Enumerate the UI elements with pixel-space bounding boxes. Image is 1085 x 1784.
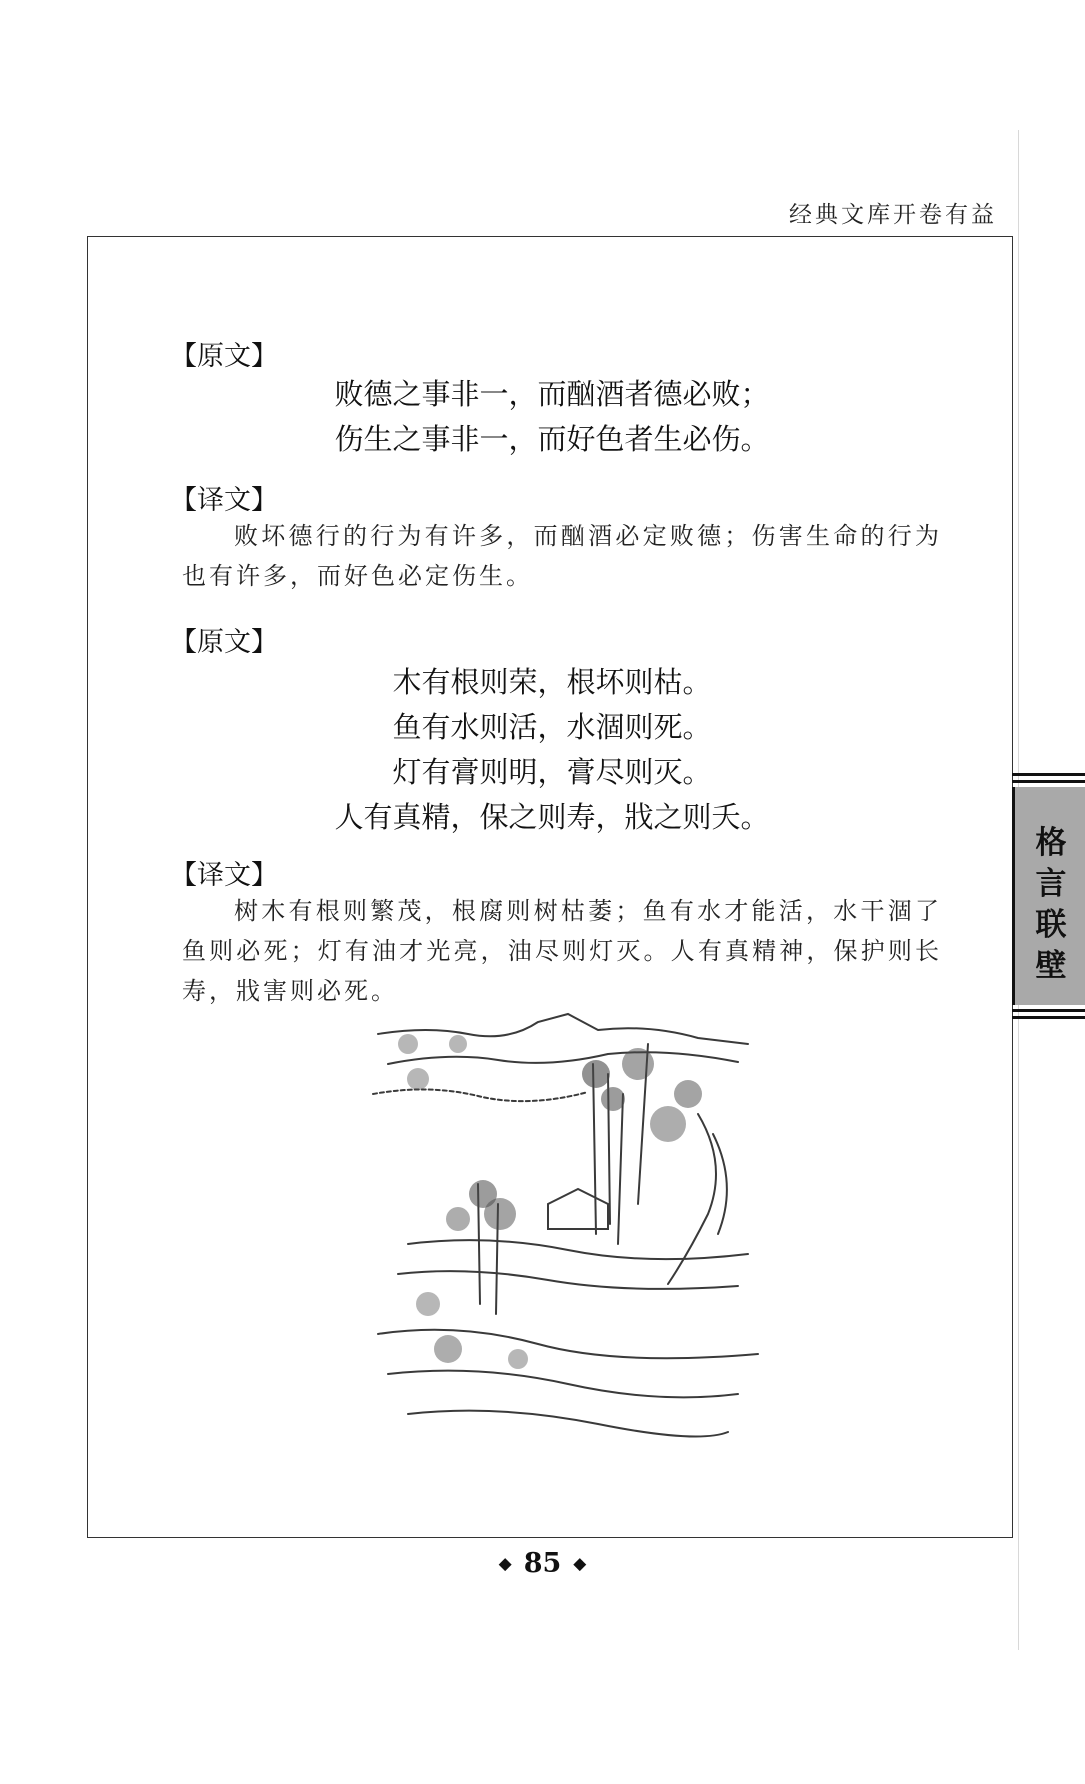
verse-line: 灯有膏则明，膏尽则灭。 <box>392 755 712 789</box>
verse-line: 败德之事非一，而酗酒者德必败； <box>334 377 770 411</box>
verse-line: 伤生之事非一，而好色者生必伤。 <box>334 422 770 456</box>
tab-border-bottom <box>1012 1009 1085 1019</box>
tab-body <box>1012 787 1085 1005</box>
verse-line: 鱼有水则活，水涸则死。 <box>392 710 712 744</box>
chapter-title-char: 言 <box>1035 866 1067 902</box>
section-label-original-1: 【原文】 <box>170 341 278 372</box>
diamond-ornament-icon: ◆ <box>573 1554 587 1574</box>
verse-block-1 <box>170 372 934 462</box>
chapter-title-char: 壁 <box>1035 948 1067 984</box>
chapter-title-char: 联 <box>1035 907 1067 943</box>
running-header: 经典文库开卷有益 <box>789 202 997 228</box>
chapter-side-tab <box>1012 773 1085 1019</box>
section-label-translation-1: 【译文】 <box>170 485 278 516</box>
chapter-title-char: 格 <box>1035 825 1067 861</box>
verse-line: 人有真精，保之则寿，戕之则夭。 <box>334 800 770 834</box>
landscape-illustration <box>368 1004 768 1454</box>
page-number-text: 85 <box>523 1548 562 1579</box>
section-label-original-2: 【原文】 <box>170 627 278 658</box>
verse-line: 木有根则荣，根坏则枯。 <box>392 665 712 699</box>
translation-paragraph-2: 树木有根则繁茂，根腐则树枯萎；鱼有水才能活，水干涸了鱼则必死；灯有油才光亮，油尽则灯灭。人有真精神，保护则长寿，戕害则必死。 <box>182 897 942 1005</box>
section-label-translation-2: 【译文】 <box>170 860 278 891</box>
tab-border-top <box>1012 773 1085 783</box>
diamond-ornament-icon: ◆ <box>498 1554 512 1574</box>
chapter-title <box>1029 823 1073 987</box>
page-number <box>0 1548 1085 1579</box>
translation-paragraph-1: 败坏德行的行为有许多，而酗酒必定败德；伤害生命的行为也有许多，而好色必定伤生。 <box>182 522 942 590</box>
verse-block-2 <box>170 660 934 840</box>
